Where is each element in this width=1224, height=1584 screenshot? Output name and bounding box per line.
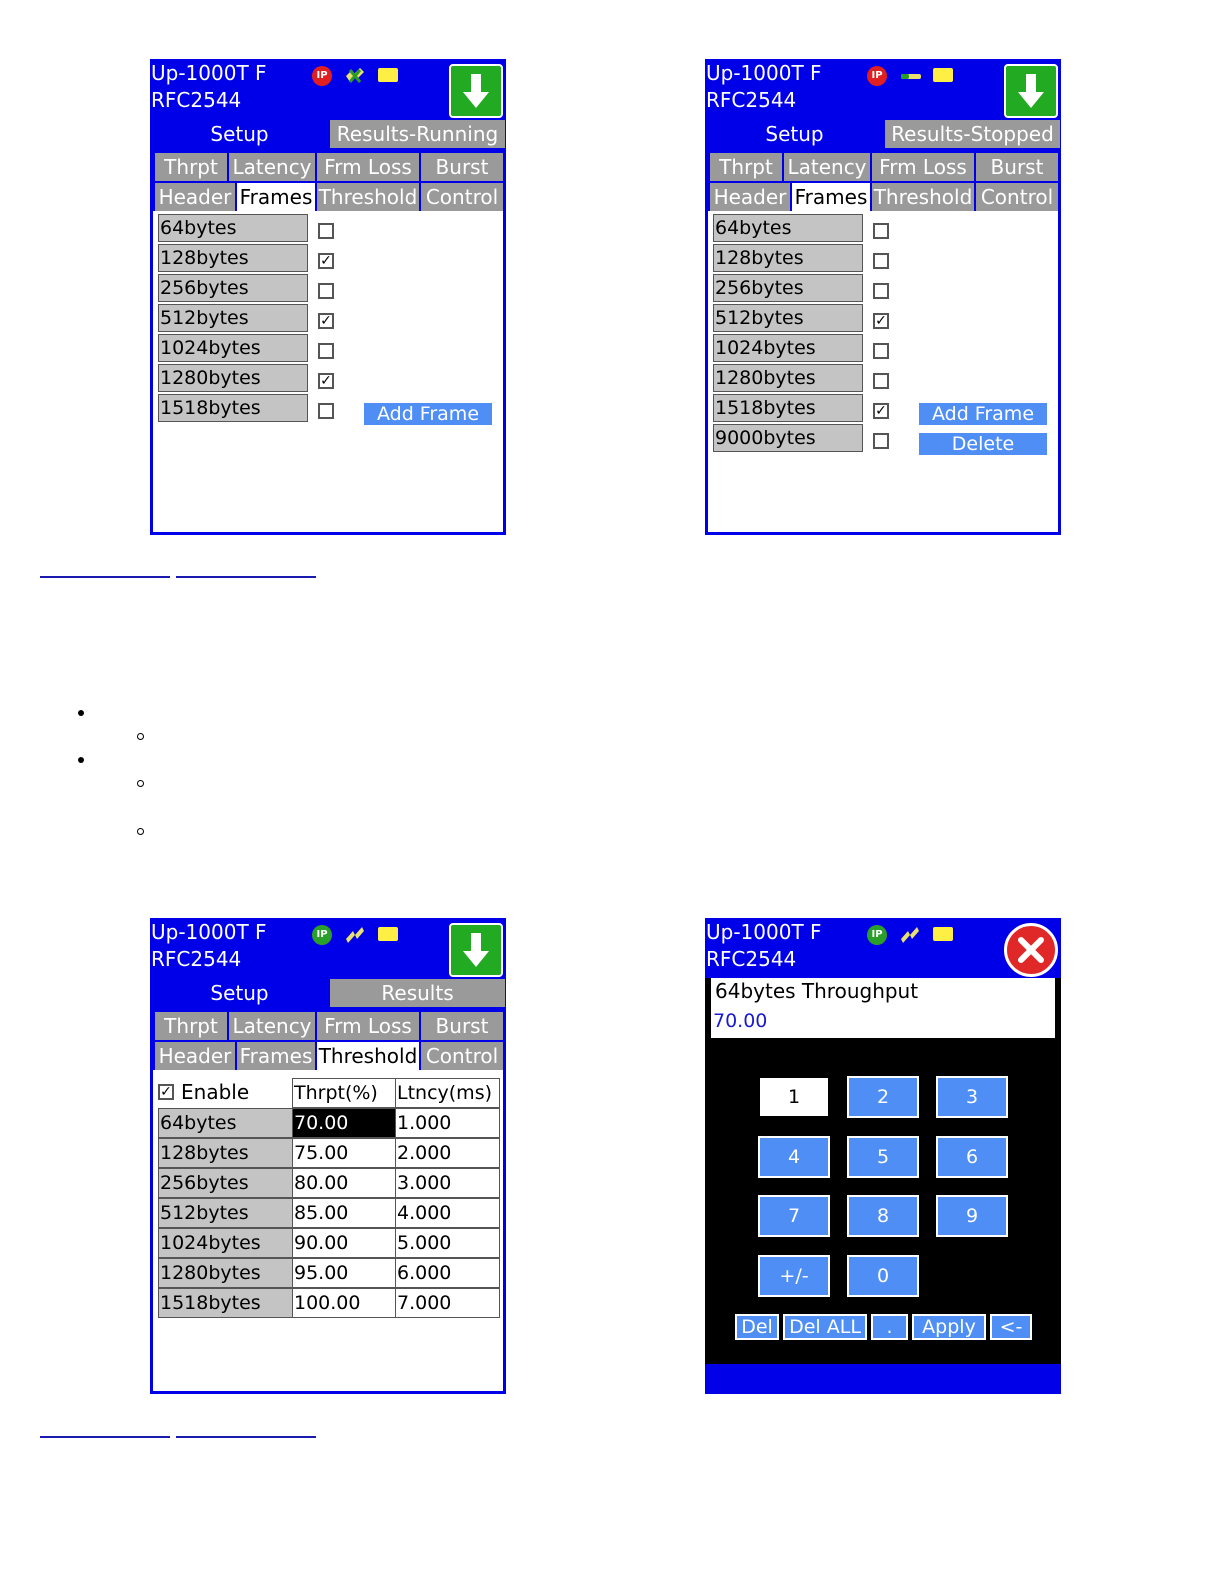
frame-checkbox[interactable] [318, 283, 334, 299]
test-name: RFC2544 [706, 947, 797, 971]
subtab-frm-loss[interactable]: Frm Loss [317, 1012, 419, 1040]
subtab-header[interactable]: Header [155, 183, 235, 211]
frame-checkbox[interactable]: ✓ [318, 373, 334, 389]
test-name: RFC2544 [151, 88, 242, 112]
device-name: Up-1000T F [706, 61, 822, 85]
frame-checkbox[interactable] [873, 253, 889, 269]
frame-size-label: 128bytes [158, 244, 308, 272]
subtab-thrpt[interactable]: Thrpt [155, 153, 227, 181]
device-name: Up-1000T F [151, 61, 267, 85]
screen-threshold [150, 918, 506, 1394]
frame-size-label: 1518bytes [713, 394, 863, 422]
frame-checkbox[interactable] [873, 373, 889, 389]
keypad-key-plus-minus[interactable]: +/- [758, 1255, 830, 1297]
download-icon[interactable] [449, 923, 503, 977]
field-title: 64bytes Throughput [715, 979, 919, 1003]
tab-results[interactable]: Results-Stopped [885, 120, 1060, 148]
thrpt-cell[interactable]: 90.00 [292, 1228, 396, 1258]
keypad-key-5[interactable]: 5 [847, 1136, 919, 1178]
ltncy-cell[interactable]: 1.000 [395, 1108, 500, 1138]
ip-status-icon: IP [867, 925, 887, 945]
ltncy-cell[interactable]: 3.000 [395, 1168, 500, 1198]
tab-setup[interactable]: Setup [707, 120, 882, 148]
device-name: Up-1000T F [151, 920, 267, 944]
folder-icon [933, 927, 953, 941]
thrpt-cell[interactable]: 75.00 [292, 1138, 396, 1168]
thrpt-cell[interactable]: 100.00 [292, 1288, 396, 1318]
device-header [150, 59, 506, 119]
screen-frames-stopped [705, 59, 1061, 535]
add-frame-button[interactable]: Add Frame [919, 403, 1047, 425]
subtab-control[interactable]: Control [421, 183, 503, 211]
keypad-key-1[interactable]: 1 [758, 1076, 830, 1118]
keypad-key-3[interactable]: 3 [936, 1076, 1008, 1118]
frame-size-label: 512bytes [713, 304, 863, 332]
frame-checkbox[interactable]: ✓ [873, 313, 889, 329]
tab-setup[interactable]: Setup [152, 120, 327, 148]
bottom-status-bar [705, 1364, 1061, 1394]
apply-button[interactable]: Apply [912, 1314, 986, 1340]
thrpt-cell[interactable]: 95.00 [292, 1258, 396, 1288]
enable-checkbox[interactable]: ✓ [158, 1084, 174, 1100]
folder-icon [933, 68, 953, 82]
keypad-key-0[interactable]: 0 [847, 1255, 919, 1297]
frame-size-label: 256bytes [713, 274, 863, 302]
frame-checkbox[interactable]: ✓ [318, 313, 334, 329]
test-name: RFC2544 [706, 88, 797, 112]
download-icon[interactable] [1004, 64, 1058, 118]
subtab-frames[interactable]: Frames [237, 1042, 315, 1070]
subtab-burst[interactable]: Burst [421, 153, 503, 181]
column-header-ltncy: Ltncy(ms) [395, 1078, 500, 1108]
subtab-burst[interactable]: Burst [421, 1012, 503, 1040]
threshold-row-label: 512bytes [158, 1198, 294, 1228]
ltncy-cell[interactable]: 5.000 [395, 1228, 500, 1258]
link-underline[interactable] [176, 1436, 316, 1438]
list-bullet [78, 757, 84, 763]
frame-checkbox[interactable] [873, 433, 889, 449]
subtab-threshold[interactable]: Threshold [318, 1044, 418, 1068]
frame-size-label: 1518bytes [158, 394, 308, 422]
frame-checkbox[interactable]: ✓ [873, 403, 889, 419]
subtab-latency[interactable]: Latency [784, 153, 870, 181]
keypad-key-8[interactable]: 8 [847, 1195, 919, 1237]
list-subbullet [137, 733, 144, 740]
subtab-frames[interactable]: Frames [237, 183, 315, 211]
frame-checkbox[interactable] [318, 403, 334, 419]
ltncy-cell[interactable]: 2.000 [395, 1138, 500, 1168]
link-status-icon [344, 66, 364, 86]
thrpt-cell[interactable]: 80.00 [292, 1168, 396, 1198]
frame-checkbox[interactable] [873, 343, 889, 359]
frame-checkbox[interactable] [318, 343, 334, 359]
folder-icon [378, 68, 398, 82]
keypad-key-4[interactable]: 4 [758, 1136, 830, 1178]
link-status-icon [899, 66, 919, 86]
subtab-control[interactable]: Control [421, 1042, 503, 1070]
list-subbullet [137, 780, 144, 787]
column-header-thrpt: Thrpt(%) [292, 1078, 396, 1108]
ltncy-cell[interactable]: 6.000 [395, 1258, 500, 1288]
link-underline[interactable] [40, 576, 170, 578]
input-field[interactable] [711, 978, 1055, 1038]
thrpt-cell[interactable]: 85.00 [292, 1198, 396, 1228]
del-button[interactable]: Del [735, 1314, 779, 1340]
frame-size-label: 512bytes [158, 304, 308, 332]
frame-size-label: 9000bytes [713, 424, 863, 452]
list-bullet [78, 710, 84, 716]
subtab-threshold[interactable]: Threshold [318, 185, 418, 209]
subtab-thrpt[interactable]: Thrpt [155, 1012, 227, 1040]
enable-label: Enable [181, 1080, 250, 1104]
ip-status-icon: IP [312, 66, 332, 86]
keypad-key-2[interactable]: 2 [847, 1076, 919, 1118]
tab-results[interactable]: Results-Running [330, 120, 505, 148]
subtab-thrpt[interactable]: Thrpt [710, 153, 782, 181]
subtab-latency[interactable]: Latency [229, 153, 315, 181]
frame-size-label: 64bytes [713, 214, 863, 242]
field-value: 70.00 [713, 1010, 768, 1032]
frame-size-label: 128bytes [713, 244, 863, 272]
thrpt-cell[interactable]: 70.00 [292, 1108, 396, 1138]
threshold-row-label: 1518bytes [158, 1288, 294, 1318]
device-header [705, 918, 1061, 978]
threshold-row-label: 256bytes [158, 1168, 294, 1198]
subtab-burst[interactable]: Burst [976, 153, 1058, 181]
frame-size-label: 1280bytes [713, 364, 863, 392]
del-all-button[interactable]: Del ALL [783, 1314, 867, 1340]
ltncy-cell[interactable]: 4.000 [395, 1198, 500, 1228]
folder-icon [378, 927, 398, 941]
ltncy-cell[interactable]: 7.000 [395, 1288, 500, 1318]
frame-size-label: 64bytes [158, 214, 308, 242]
ip-status-icon: IP [312, 925, 332, 945]
screen-frames-running [150, 59, 506, 535]
keypad-key-7[interactable]: 7 [758, 1195, 830, 1237]
subtab-latency[interactable]: Latency [229, 1012, 315, 1040]
frame-checkbox[interactable] [318, 223, 334, 239]
threshold-row-label: 64bytes [158, 1108, 294, 1138]
frame-checkbox[interactable] [873, 223, 889, 239]
test-name: RFC2544 [151, 947, 242, 971]
threshold-row-label: 128bytes [158, 1138, 294, 1168]
list-subbullet [137, 828, 144, 835]
tab-results[interactable]: Results [330, 979, 505, 1007]
subtab-header[interactable]: Header [710, 183, 790, 211]
subtab-header[interactable]: Header [155, 1042, 235, 1070]
subtab-control[interactable]: Control [976, 183, 1058, 211]
threshold-row-label: 1280bytes [158, 1258, 294, 1288]
frame-size-label: 1280bytes [158, 364, 308, 392]
screen-keypad [705, 918, 1061, 1394]
subtab-frm-loss[interactable]: Frm Loss [872, 153, 974, 181]
download-icon[interactable] [449, 64, 503, 118]
link-underline[interactable] [176, 576, 316, 578]
subtab-threshold[interactable]: Threshold [873, 185, 973, 209]
decimal-point-button[interactable]: . [871, 1314, 908, 1340]
frame-size-label: 1024bytes [158, 334, 308, 362]
threshold-row-label: 1024bytes [158, 1228, 294, 1258]
link-underline[interactable] [40, 1436, 170, 1438]
subtab-frames[interactable]: Frames [792, 183, 870, 211]
link-status-icon [344, 925, 364, 945]
ip-status-icon: IP [867, 66, 887, 86]
close-icon[interactable] [1004, 923, 1058, 977]
link-status-icon [899, 925, 919, 945]
keypad-key-6[interactable]: 6 [936, 1136, 1008, 1178]
frame-size-label: 256bytes [158, 274, 308, 302]
delete-button[interactable]: Delete [919, 433, 1047, 455]
device-name: Up-1000T F [706, 920, 822, 944]
tab-setup[interactable]: Setup [152, 979, 327, 1007]
frame-checkbox[interactable] [873, 283, 889, 299]
add-frame-button[interactable]: Add Frame [364, 403, 492, 425]
device-header [705, 59, 1061, 119]
backspace-button[interactable]: <- [990, 1314, 1032, 1340]
frame-size-label: 1024bytes [713, 334, 863, 362]
keypad-key-9[interactable]: 9 [936, 1195, 1008, 1237]
frame-checkbox[interactable]: ✓ [318, 253, 334, 269]
subtab-frm-loss[interactable]: Frm Loss [317, 153, 419, 181]
device-header [150, 918, 506, 978]
